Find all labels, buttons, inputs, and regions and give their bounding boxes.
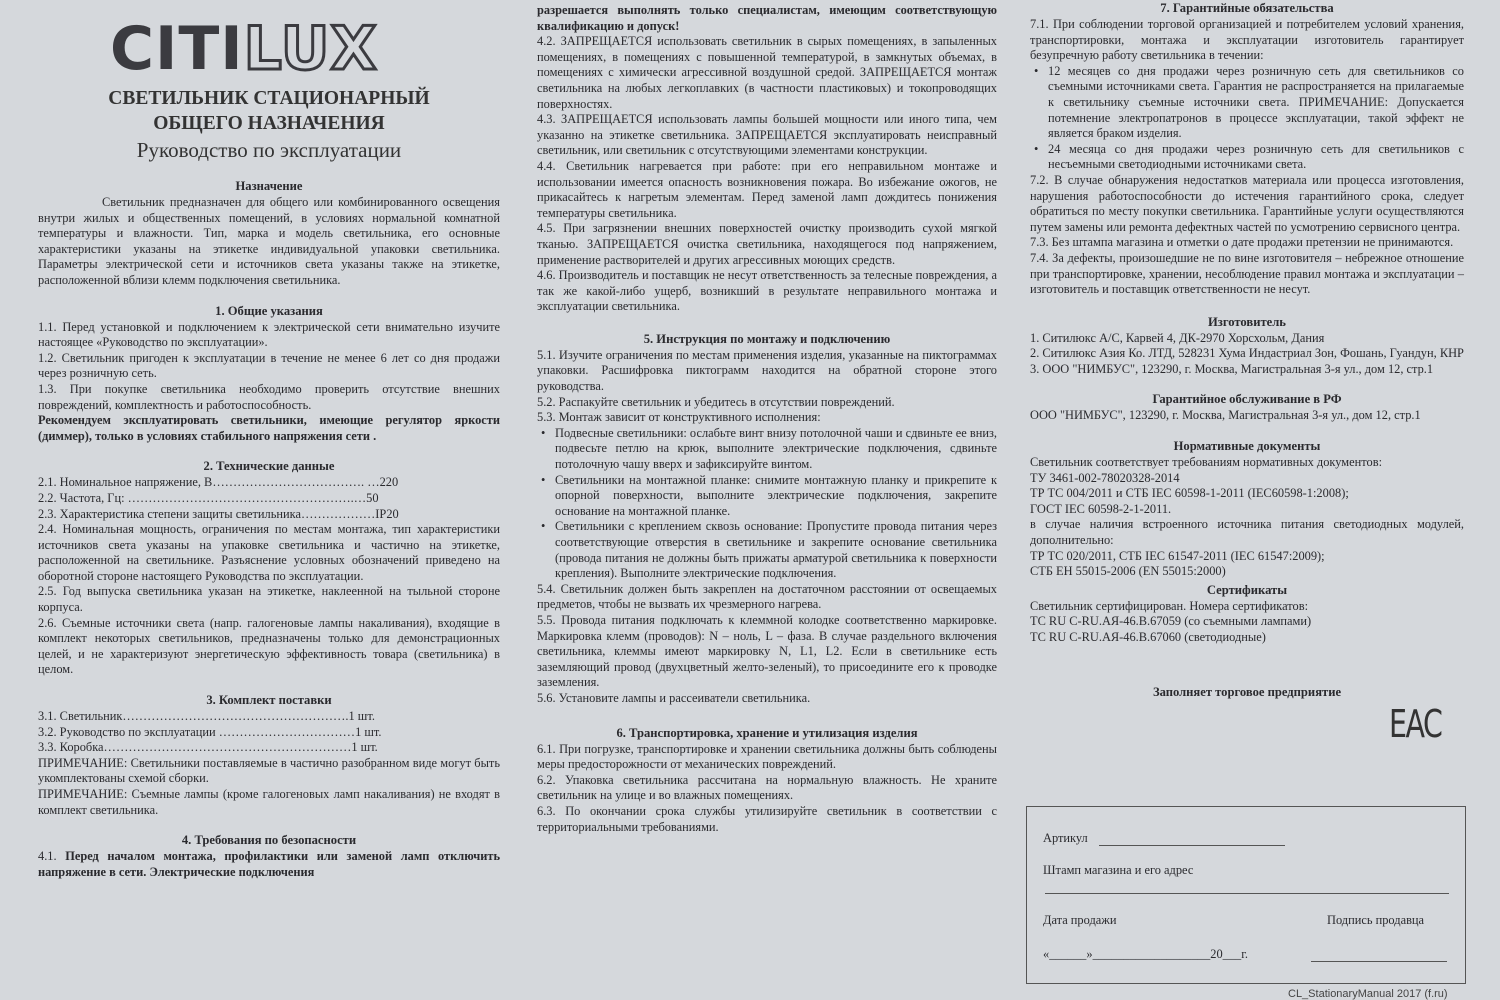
article-field[interactable] bbox=[1099, 845, 1285, 846]
para-5-4: 5.4. Светильник должен быть закреплен на достаточном расстоянии от освещаемых предметов, чтобы не вызвать их чрезмерного нагрева. bbox=[537, 581, 997, 612]
row-3-3: 3.3. Коробка……………………………………………………1 шт. bbox=[38, 740, 378, 755]
sale-date-field[interactable]: «______»___________________20___г. bbox=[1043, 947, 1249, 961]
manufacturer-3: 3. ООО "НИМБУС", 123290, г. Москва, Магистральная 3-я ул., дом 12, стр.1 bbox=[1030, 361, 1434, 376]
section-1-heading: 1. Общие указания bbox=[215, 303, 323, 318]
column-right bbox=[1030, 0, 1464, 701]
row-3-2: 3.2. Руководство по эксплуатации ……………………………1 шт. bbox=[38, 724, 382, 739]
para-4-4: 4.4. Светильник нагревается при работе: при его неправильном монтаже и использовании имеется опасность возникновения пожара. Во избежание ожогов, не прикасайтесь к нагретым элементам. Перед заменой ламп дождитесь понижения температуры светильника. bbox=[537, 158, 997, 220]
section-4-heading: 4. Требования по безопасности bbox=[181, 833, 357, 848]
column-middle bbox=[537, 0, 997, 835]
para-1-1: 1.1. Перед установкой и подключением к электрической сети внимательно изучите настоящее «Руководство по эксплуатации». bbox=[38, 319, 500, 350]
norms-line-1: Светильник соответствует требованиям нормативных документов: bbox=[1030, 455, 1383, 470]
norms-line-3: ТР ТС 004/2011 и СТБ IEC 60598-1-2011 (IEC60598-1:2008); bbox=[1030, 486, 1349, 501]
norms-line-7: СТБ ЕН 55015-2006 (EN 55015:2000) bbox=[1030, 564, 1226, 579]
service-heading: Гарантийное обслуживание в РФ bbox=[1152, 392, 1342, 407]
row-2-2: 2.2. Частота, Гц: ……………………………………………….…50 bbox=[38, 490, 379, 505]
section-2-heading: 2. Технические данные bbox=[203, 459, 335, 474]
manufacturer-2: 2. Ситилюкс Азия Ко. ЛТД, 528231 Хума Индастриал Зон, Фошань, Гуандун, КНР bbox=[1030, 346, 1464, 361]
para-4-1-start bbox=[38, 849, 500, 880]
para-7-4: 7.4. За дефекты, произошедшие не по вине изготовителя – небрежное отношение при транспортировке, хранении, несоблюдение правил монтажа и эксплуатации – изготовитель и поставщик ответственности не несут. bbox=[1030, 250, 1464, 297]
doc-footer: CL_StationaryManual 2017 (f.ru) bbox=[1288, 988, 1448, 1000]
stamp-field[interactable] bbox=[1045, 893, 1449, 894]
citilux-logo bbox=[110, 12, 500, 86]
row-2-3: 2.3. Характеристика степени защиты светильника………………IP20 bbox=[38, 506, 399, 521]
para-6-2: 6.2. Упаковка светильника рассчитана на нормальную влажность. Не храните светильник на улице и во влажных помещениях. bbox=[537, 772, 997, 803]
para-2-6: 2.6. Съемные источники света (напр. галогеновые лампы накаливания), входящие в комплект некоторых светильников, предназначены только для демонстрационных целей, и не характеризуют энергетическую эффективность товара (светильника) в целом. bbox=[38, 615, 500, 677]
certs-line-3: ТС RU C-RU.АЯ-46.В.67060 (светодиодные) bbox=[1030, 630, 1266, 644]
para-4-2: 4.2. ЗАПРЕЩАЕТСЯ использовать светильник в сырых помещениях, в запыленных помещениях, в помещениях с повышенной температурой, в замкнутых объемах, в помещениях с химически агрессивной воздушной средой. ЗАПРЕЩАЕТСЯ монтаж светильника на любых легкоплавких (в частности пластиковых) и токопроводящих поверхностях. bbox=[537, 34, 997, 111]
bullet-5-through: • Светильники с креплением сквозь основание: Пропустите провода питания через соответствующие отверстия в светильнике и закрепите основание светильника (провода питания не должны быть прижаты арматурой светильника к поверхности крепления). Выполните электрические подключения. bbox=[537, 519, 997, 581]
section-5-heading: 5. Инструкция по монтажу и подключению bbox=[643, 331, 891, 346]
norms-line-2: ТУ 3461-002-78020328-2014 bbox=[1030, 470, 1180, 485]
doc-title-line2: ОБЩЕГО НАЗНАЧЕНИЯ bbox=[153, 113, 385, 134]
shop-form-heading: Заполняет торговое предприятие bbox=[1152, 684, 1342, 699]
norms-line-5: в случае наличия встроенного источника питания светодиодных модулей, дополнительно: bbox=[1030, 517, 1464, 548]
service-text: ООО "НИМБУС", 123290, г. Москва, Магистральная 3-я ул., дом 12, стр.1 bbox=[1030, 408, 1421, 423]
shop-form-box bbox=[1026, 806, 1466, 984]
section-7-heading: 7. Гарантийные обязательства bbox=[1160, 1, 1334, 15]
para-4-1-bold: Перед началом монтажа, профилактики или заменой ламп отключить напряжение в сети. Электрические подключения bbox=[38, 849, 500, 879]
doc-subtitle: Руководство по эксплуатации bbox=[136, 138, 402, 162]
para-6-1: 6.1. При погрузке, транспортировке и хранении светильника должны быть соблюдены меры предосторожности от механических повреждений. bbox=[537, 741, 997, 772]
para-2-5: 2.5. Год выпуска светильника указан на этикетке, наклеенной на тыльной стороне корпуса. bbox=[38, 584, 500, 615]
section-6-heading: 6. Транспортировка, хранение и утилизация изделия bbox=[616, 725, 918, 740]
signature-label: Подпись продавца bbox=[1327, 913, 1425, 927]
manufacturer-heading: Изготовитель bbox=[1208, 314, 1286, 329]
column-left bbox=[38, 0, 500, 880]
para-7-3: 7.3. Без штампа магазина и отметки о дате продажи претензии не принимаются. bbox=[1030, 235, 1454, 250]
bullet-7-12months: • 12 месяцев со дня продажи через розничную сеть для светильников со съемными источниками света. Гарантия не распространяется на прилагаемые к светильнику съемные источники света. ПРИМЕЧАНИЕ: Допускается потемнение электропатронов в процессе эксплуатации, такой эффект не является браком изделия. bbox=[1030, 64, 1464, 142]
sale-date-label: Дата продажи bbox=[1043, 913, 1117, 927]
row-3-1: 3.1. Светильник……………………………………………….1 шт. bbox=[38, 709, 375, 724]
note-3-2: ПРИМЕЧАНИЕ: Съемные лампы (кроме галогеновых ламп накаливания) не входят в комплект светильника. bbox=[38, 787, 500, 817]
eac-mark-text: EAC bbox=[1389, 702, 1442, 746]
logo-lux: LUX bbox=[243, 14, 378, 84]
para-1-3: 1.3. При покупке светильника необходимо проверить отсутствие внешних повреждений, комплектность и работоспособность. bbox=[38, 381, 500, 412]
doc-title-line1: СВЕТИЛЬНИК СТАЦИОНАРНЫЙ bbox=[108, 88, 430, 109]
para-4-6: 4.6. Производитель и поставщик не несут ответственность за телесные повреждения, а так же какой-либо ущерб, возникший в результате неправильного монтажа и эксплуатации светильника. bbox=[537, 268, 997, 314]
bullet-5-plate: • Светильники на монтажной планке: снимите монтажную планку и прикрепите к опорной поверхности, выполните электрические подключения, закрепите основание на монтажной планке. bbox=[537, 473, 997, 520]
para-1-dimmer: Рекомендуем эксплуатировать светильники, имеющие регулятор яркости (диммер), только в условиях стабильного напряжения сети . bbox=[38, 413, 500, 443]
para-7-2: 7.2. В случае обнаружения недостатков материала или процесса изготовления, нарушения работоспособности до истечения гарантийного срока, следует обратиться по месту покупки светильника. Гарантийные услуги осуществляются путем замены или ремонта дефектных частей по усмотрению сервисного центра. bbox=[1030, 172, 1464, 234]
logo-citi: CITI bbox=[110, 14, 244, 84]
para-5-1: 5.1. Изучите ограничения по местам применения изделия, указанные на пиктограммах упаковки. Расшифровка пиктограмм находится на обратной стороне этого руководства. bbox=[537, 347, 997, 394]
signature-field[interactable] bbox=[1311, 961, 1447, 962]
purpose-text: Светильник предназначен для общего или комбинированного освещения внутри жилых и общественных помещений, в условиях нормальной комнатной температуры и влажности. Тип, марка и модель светильника, его основные характеристики указаны на этикетке индивидуальной упаковки светильника. Параметры электрической сети и источников света указаны также на этикетке, расположенной вблизи клемм подключения светильника. bbox=[38, 195, 500, 287]
article-label: Артикул bbox=[1043, 831, 1088, 845]
stamp-label: Штамп магазина и его адрес bbox=[1043, 863, 1194, 877]
row-2-1: 2.1. Номинальное напряжение, В………………………………. …220 bbox=[38, 475, 399, 490]
certs-line-2: ТС RU C-RU.АЯ-46.В.67059 (со съемными лампами) bbox=[1030, 614, 1312, 629]
eac-mark bbox=[1388, 700, 1444, 748]
para-4-5: 4.5. При загрязнении внешних поверхностей очистку производить сухой мягкой тканью. ЗАПРЕЩАЕТСЯ очистка светильника, находящегося под напряжением, применение растворителей и других агрессивных моющих средств. bbox=[537, 221, 997, 267]
para-6-3: 6.3. По окончании срока службы утилизируйте светильник в соответствии с территориальными требованиями. bbox=[537, 803, 997, 834]
certs-heading: Сертификаты bbox=[1206, 582, 1288, 597]
certs-line-1: Светильник сертифицирован. Номера сертификатов: bbox=[1030, 598, 1309, 613]
para-4-1-num: 4.1. bbox=[38, 849, 66, 864]
bullet-7-24months: • 24 месяца со дня продажи через розничную сеть для светильников с несъемными светодиодными источниками света. bbox=[1030, 142, 1464, 173]
norms-line-4: ГОСТ IEC 60598-2-1-2011. bbox=[1030, 501, 1172, 516]
bullet-5-pendant: • Подвесные светильники: ослабьте винт внизу потолочной чаши и сдвиньте ее вниз, подвесьте петлю на крюк, выполните электрические подключения, сдвиньте потолочную чашу вверх и зафиксируйте винтом. bbox=[537, 426, 997, 473]
para-7-1: 7.1. При соблюдении торговой организацией и потребителем условий хранения, транспортировки, монтажа и эксплуатации изготовитель гарантирует безупречную работу светильника в течении: bbox=[1030, 17, 1464, 63]
para-5-5: 5.5. Провода питания подключать к клеммной колодке соответственно маркировке. Маркировка клемм (проводов): N – ноль, L – фаза. В случае раздельного включения светильника, клеммы имеют маркировку N, L1, L2. Если в светильнике есть заземляющий провод (двухцветный желто-зеленый), то присоедините его к проводке заземления. bbox=[537, 612, 997, 690]
note-3-1: ПРИМЕЧАНИЕ: Светильники поставляемые в частично разобранном виде могут быть укомплектованы схемой сборки. bbox=[38, 755, 500, 786]
purpose-heading: Назначение bbox=[235, 179, 303, 193]
norms-line-6: ТР ТС 020/2011, СТБ IEC 61547-2011 (IEC 61547:2009); bbox=[1030, 548, 1325, 563]
norms-heading: Нормативные документы bbox=[1173, 439, 1321, 454]
para-2-4: 2.4. Номинальная мощность, ограничения по местам монтажа, тип характеристики источников света указаны на упаковке светильника и частично на этикетке, расположенной на светильнике. Разъяснение условных обозначений приведено на оборотной стороне настоящего Руководства по эксплуатации. bbox=[38, 522, 500, 583]
para-4-1-cont: разрешается выполнять только специалистам, имеющим соответствующую квалификацию и допуск! bbox=[537, 3, 997, 33]
manufacturer-1: 1. Ситилюкс А/С, Карвей 4, ДК-2970 Хорсхольм, Дания bbox=[1030, 330, 1325, 345]
para-5-6: 5.6. Установите лампы и рассеиватели светильника. bbox=[537, 690, 811, 705]
para-5-3: 5.3. Монтаж зависит от конструктивного исполнения: bbox=[537, 410, 821, 425]
section-3-heading: 3. Комплект поставки bbox=[206, 693, 332, 708]
para-1-2: 1.2. Светильник пригоден к эксплуатации в течение не менее 6 лет со дня продажи через розничную сеть. bbox=[38, 350, 500, 381]
para-5-2: 5.2. Распакуйте светильник и убедитесь в отсутствии повреждений. bbox=[537, 394, 895, 409]
para-4-3: 4.3. ЗАПРЕЩАЕТСЯ использовать лампы большей мощности или иного типа, чем указанно на этикетке светильника. ЗАПРЕЩАЕТСЯ эксплуатировать неисправный светильник, или светильник с отсутствующими элементами конструкции. bbox=[537, 112, 997, 158]
